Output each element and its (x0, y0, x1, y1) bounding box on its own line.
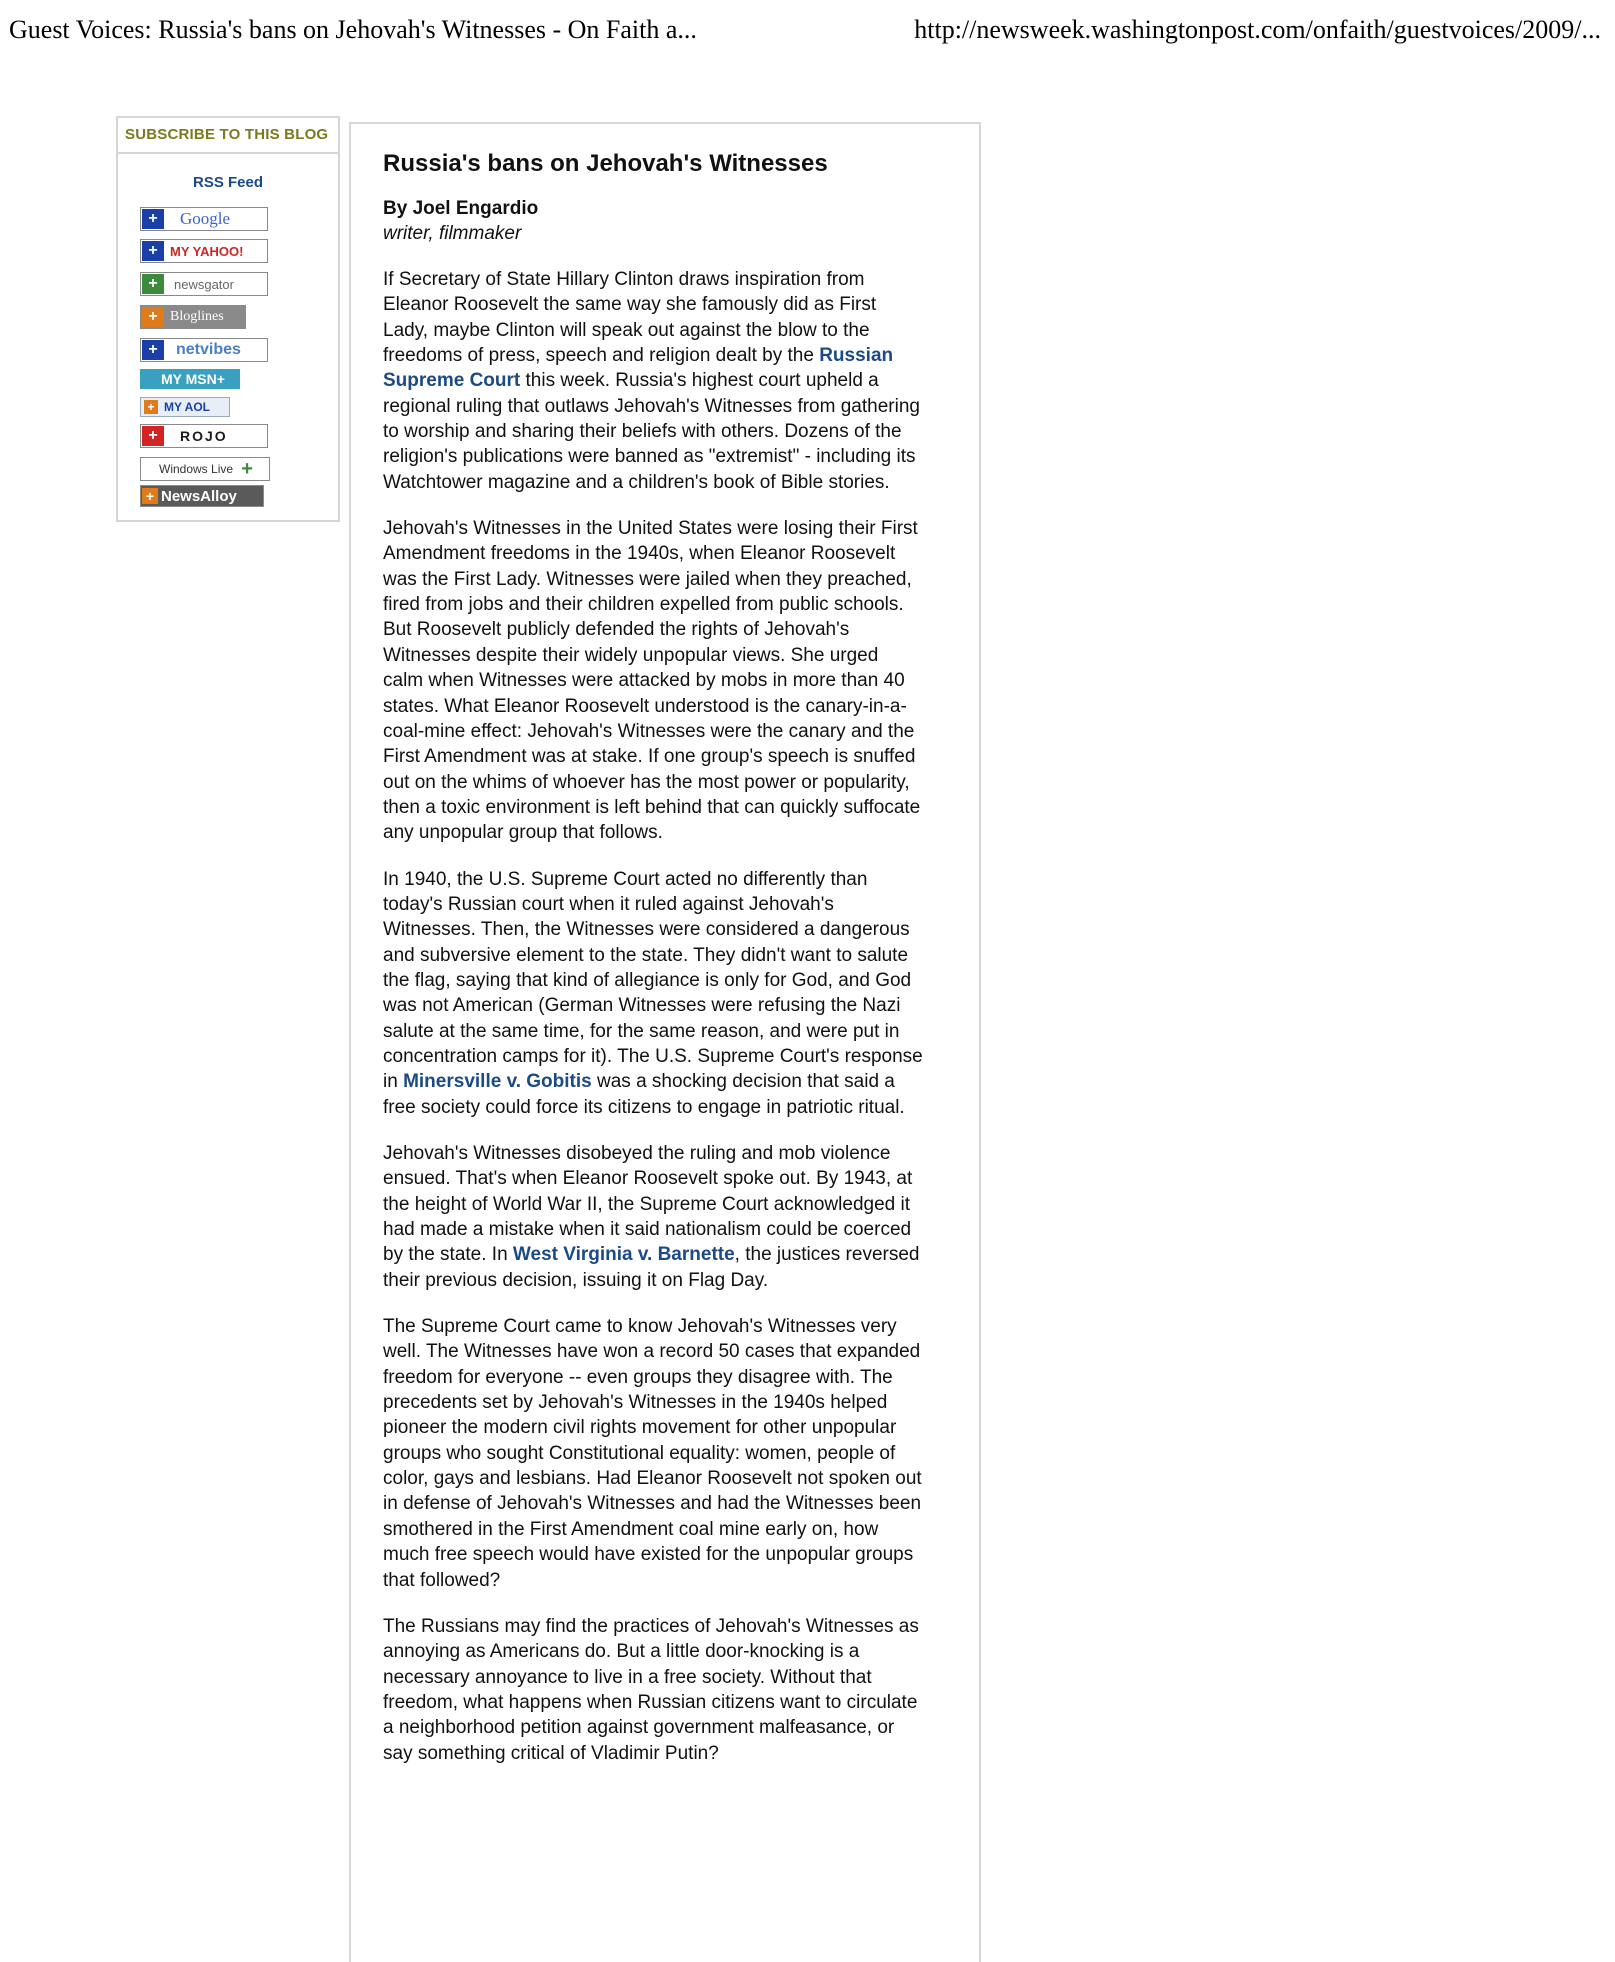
subscribe-heading: SUBSCRIBE TO THIS BLOG (118, 118, 338, 154)
paragraph-2: Jehovah's Witnesses in the United States were losing their First Amendment freedoms in the 1940s, when Eleanor Roosevelt was the First Lady. Witnesses were jailed when they preached, fired from jobs and their children expelled from public schools. But Roosevelt publicly defended the rights of Jehovah's Witnesses despite their widely unpopular views. She urged calm when Witnesses were attacked by mobs in more than 40 states. What Eleanor Roosevelt understood is the canary-in-a-coal-mine effect: Jehovah's Witnesses were the canary and the First Amendment was at stake. If one group's speech is snuffed out on the whims of whoever has the most power or popularity, then a toxic environment is left behind that can quickly suffocate any unpopular group that follows. (383, 518, 921, 844)
paragraph-3 (383, 867, 923, 1120)
feed-label: MY MSN+ (161, 371, 225, 387)
feed-button-newsalloy[interactable] (140, 485, 264, 507)
paragraph-5: The Supreme Court came to know Jehovah's Witnesses very well. The Witnesses have won a record 50 cases that expanded freedom for everyone -- even groups they disagree with. The precedents set by Jehovah's Witnesses in the 1940s helped pioneer the modern civil rights movement for other unpopular groups who sought Constitutional equality: women, people of color, gays and lesbians. Had Eleanor Roosevelt not spoken out in defense of Jehovah's Witnesses and had the Witnesses been smothered in the First Amendment coal mine early on, how much free speech would have existed for the unpopular groups that followed? (383, 1316, 922, 1591)
article-author: By Joel Engardio (383, 198, 539, 219)
feed-button-my-aol[interactable] (140, 397, 230, 417)
feed-label: MY YAHOO! (170, 243, 244, 259)
plus-icon: + (142, 307, 164, 327)
paragraph-text: was a shocking decision that said a free society could force its citizens to engage in patriotic ritual. (383, 1071, 905, 1118)
paragraph-text: Jehovah's Witnesses disobeyed the ruling and mob violence ensued. That's when Eleanor Roosevelt spoke out. By 1943, at the height of World War II, the Supreme Court acknowledged it had made a mistake when it said nationalism could be coerced by the state. In (383, 1143, 913, 1266)
feed-button-windows-live[interactable] (140, 457, 270, 481)
paragraph-text: If Secretary of State Hillary Clinton draws inspiration from Eleanor Roosevelt the same way she famously did as First Lady, maybe Clinton will speak out against the blow to the freedoms of press, speech and religion dealt by the (383, 269, 877, 367)
paragraph-text: , the justices reversed their previous decision, issuing it on Flag Day. (383, 1244, 920, 1291)
feed-button-google[interactable] (140, 207, 268, 231)
plus-icon: + (142, 241, 164, 261)
plus-icon: + (142, 274, 164, 294)
feed-label: ROJO (180, 428, 228, 444)
feed-label: Bloglines (170, 309, 224, 324)
feed-button-rojo[interactable] (140, 424, 268, 448)
plus-icon: + (241, 458, 253, 480)
west-virginia-v-barnette-link[interactable]: West Virginia v. Barnette (512, 1244, 735, 1266)
paragraph-6: The Russians may find the practices of Jehovah's Witnesses as annoying as Americans do. But a little door-knocking is a necessary annoyance to live in a free society. Without that freedom, what happens when Russian citizens want to circulate a neighborhood petition against government malfeasance, or say something critical of Vladimir Putin? (383, 1615, 919, 1764)
paragraph-4 (383, 1141, 923, 1293)
feed-button-netvibes[interactable] (140, 338, 268, 362)
russian-supreme-court-link[interactable]: Russian Supreme Court (383, 345, 894, 392)
feed-button-newsgator[interactable] (140, 272, 268, 296)
print-page-url: http://newsweek.washingtonpost.com/onfaith/guestvoices/2009/... (914, 15, 1601, 44)
author-role: writer, filmmaker (383, 223, 522, 244)
feed-button-bloglines[interactable] (140, 305, 246, 329)
plus-icon: + (142, 209, 164, 229)
feed-label: NewsAlloy (161, 487, 237, 505)
print-page-title: Guest Voices: Russia's bans on Jehovah's Witnesses - On Faith a... (9, 15, 697, 44)
paragraph-text: this week. Russia's highest court upheld a regional ruling that outlaws Jehovah's Witnesses from gathering to worship and sharing their beliefs with others. Dozens of the religion's publications were banned as "extremist" - including its Watchtower magazine and a children's book of Bible stories. (383, 370, 920, 493)
feed-label: Windows Live (159, 462, 234, 476)
paragraph-text: In 1940, the U.S. Supreme Court acted no differently than today's Russian court when it ruled against Jehovah's Witnesses. Then, the Witnesses were considered a dangerous and subversive element to the state. They didn't want to salute the flag, saying that kind of allegiance is only for God, and God was not American (German Witnesses were refusing the Nazi salute at the same time, for the same reason, and were put in concentration camps for it). The U.S. Supreme Court's response in (383, 868, 923, 1093)
paragraph-1 (383, 267, 923, 495)
plus-icon: + (142, 488, 158, 504)
article-container (349, 122, 981, 1962)
plus-icon: + (142, 340, 164, 360)
feed-label: MY AOL (164, 400, 211, 414)
article-title: Russia's bans on Jehovah's Witnesses (383, 150, 828, 177)
feed-button-my-msn[interactable] (140, 369, 240, 389)
plus-icon: + (144, 400, 158, 414)
minersville-v-gobitis-link[interactable]: Minersville v. Gobitis (403, 1071, 592, 1093)
print-header (9, 10, 1601, 50)
feed-button-my-yahoo[interactable] (140, 239, 268, 263)
feed-label: netvibes (176, 341, 241, 358)
rss-feed-link[interactable]: RSS Feed (192, 174, 264, 191)
plus-icon: + (142, 426, 164, 446)
article-body (383, 148, 923, 1766)
feed-label: newsgator (174, 276, 234, 292)
subscribe-box (116, 116, 340, 522)
feed-label: Google (180, 209, 231, 228)
